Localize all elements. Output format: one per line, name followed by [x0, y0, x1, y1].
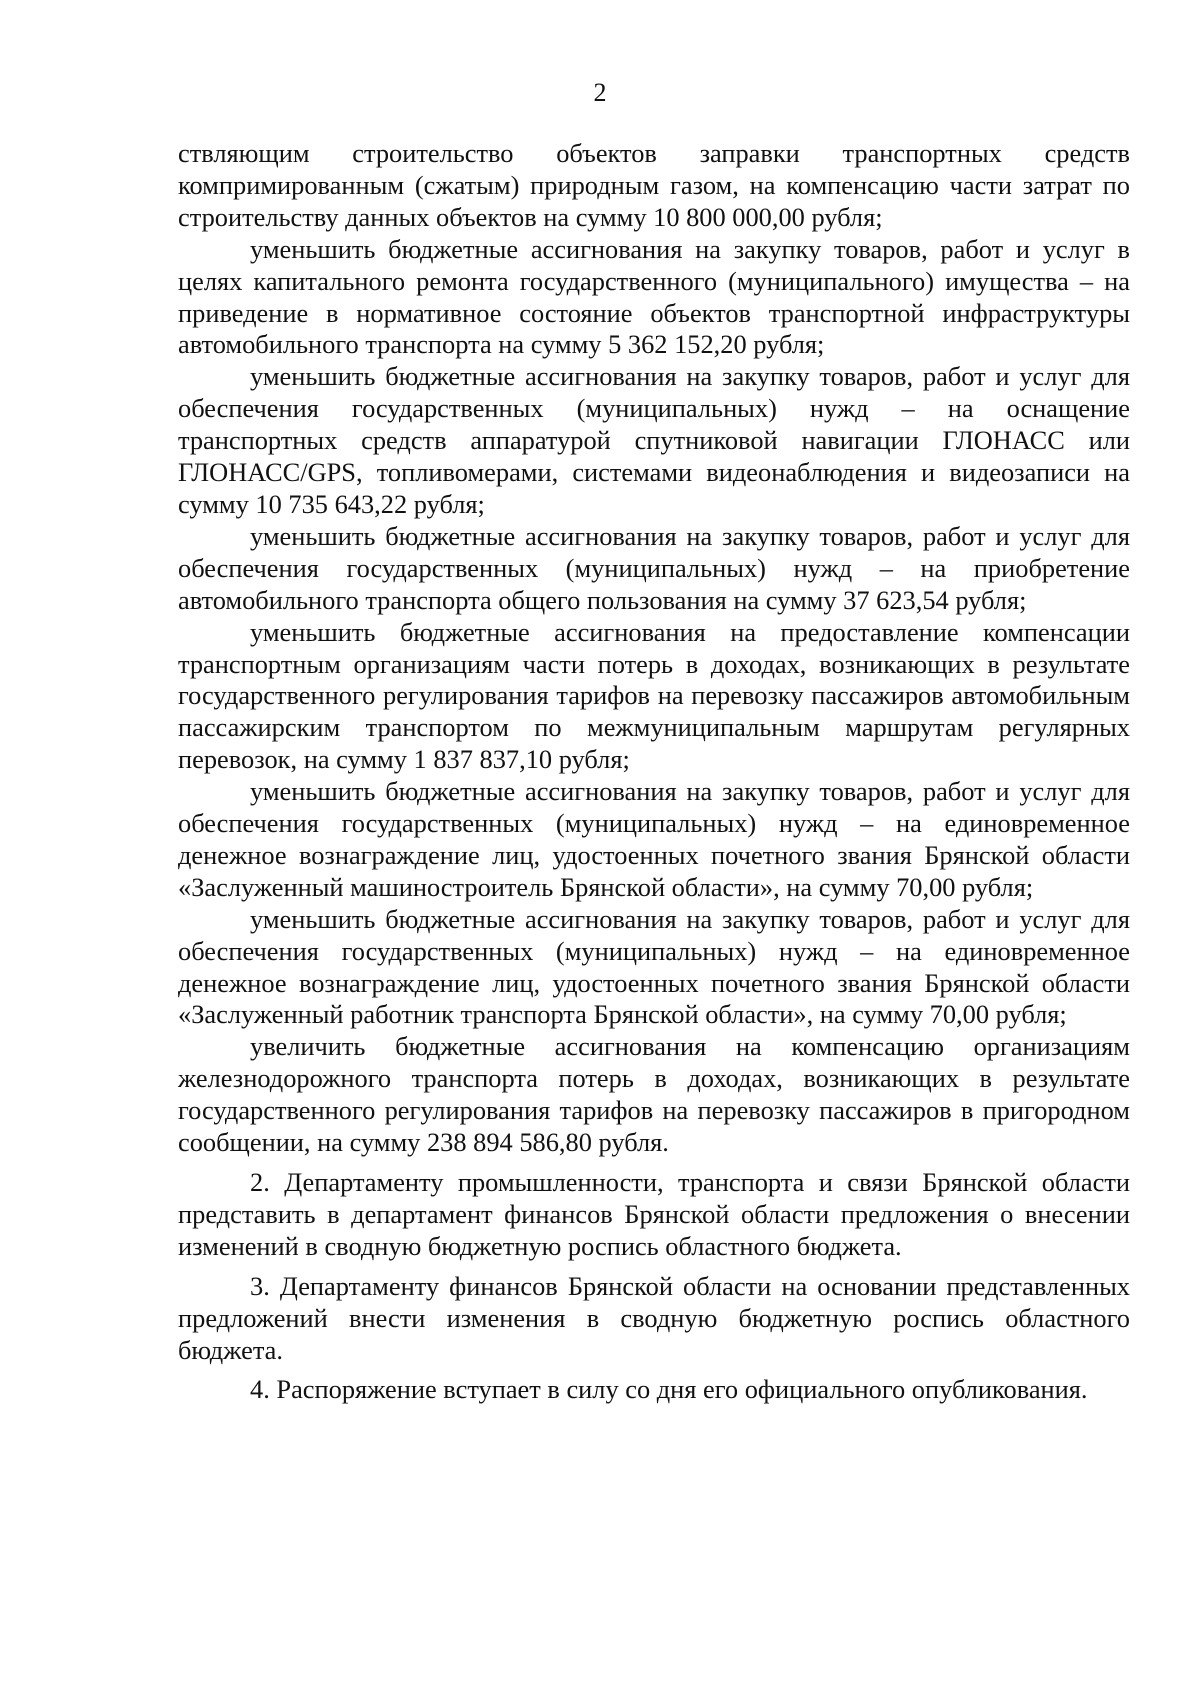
paragraph-continuation: ствляющим строительство объектов заправки транспортных средств компримированным (сжатым) природным газом, на компенсацию части затрат по строительству данных объектов на сумму 10 800 000,00 рубля; [178, 138, 1130, 232]
paragraph-tariff-compensation-bus: уменьшить бюджетные ассигнования на предоставление компенсации транспортным организациям части потерь в доходах, возникающих в результате государственного регулирования тарифов на перевозку пассажиров автомобильным пассажирским транспортом по межмуниципальным маршрутам регулярных перевозок, на сумму 1 837 837,10 рубля; [178, 616, 1130, 775]
paragraph-glonass-equipment: уменьшить бюджетные ассигнования на закупку товаров, работ и услуг для обеспечения государственных (муниципальных) нужд – на оснащение транспортных средств аппаратурой спутниковой навигации ГЛОНАСС или ГЛОНАСС/GPS, топливомерами, системами видеонаблюдения и видеозаписи на сумму 10 735 643,22 рубля; [178, 361, 1130, 519]
paragraph-repair-infrastructure: уменьшить бюджетные ассигнования на закупку товаров, работ и услуг в целях капитального ремонта государственного (муниципального) имущества – на приведение в нормативное состояние объектов транспортной инфраструктуры автомобильного транспорта на сумму 5 362 152,20 рубля; [178, 233, 1130, 360]
document-body [178, 138, 1130, 1406]
paragraph-item-4: 4. Распоряжение вступает в силу со дня его официального опубликования. [250, 1374, 1088, 1405]
paragraph-award-transport-worker: уменьшить бюджетные ассигнования на закупку товаров, работ и услуг для обеспечения государственных (муниципальных) нужд – на единовременное денежное вознаграждение лиц, удостоенных почетного звания Брянской области «Заслуженный работник транспорта Брянской области», на сумму 70,00 рубля; [178, 903, 1130, 1030]
paragraph-award-machine-builder: уменьшить бюджетные ассигнования на закупку товаров, работ и услуг для обеспечения государственных (муниципальных) нужд – на единовременное денежное вознаграждение лиц, удостоенных почетного звания Брянской области «Заслуженный машиностроитель Брянской области», на сумму 70,00 рубля; [178, 776, 1130, 902]
paragraph-public-transport-purchase: уменьшить бюджетные ассигнования на закупку товаров, работ и услуг для обеспечения государственных (муниципальных) нужд – на приобретение автомобильного транспорта общего пользования на сумму 37 623,54 рубля; [178, 520, 1130, 615]
paragraph-railway-compensation: увеличить бюджетные ассигнования на компенсацию организациям железнодорожного транспорта потерь в доходах, возникающих в результате государственного регулирования тарифов на перевозку пассажиров в пригородном сообщении, на сумму 238 894 586,80 рубля. [178, 1031, 1130, 1158]
paragraph-item-2: 2. Департаменту промышленности, транспорта и связи Брянской области представить в департамент финансов Брянской области предложения о внесении изменений в сводную бюджетную роспись областного бюджета. [178, 1167, 1130, 1261]
page-number: 2 [593, 78, 607, 107]
paragraph-item-3: 3. Департаменту финансов Брянской области на основании представленных предложений внести изменения в сводную бюджетную роспись областного бюджета. [178, 1270, 1130, 1365]
